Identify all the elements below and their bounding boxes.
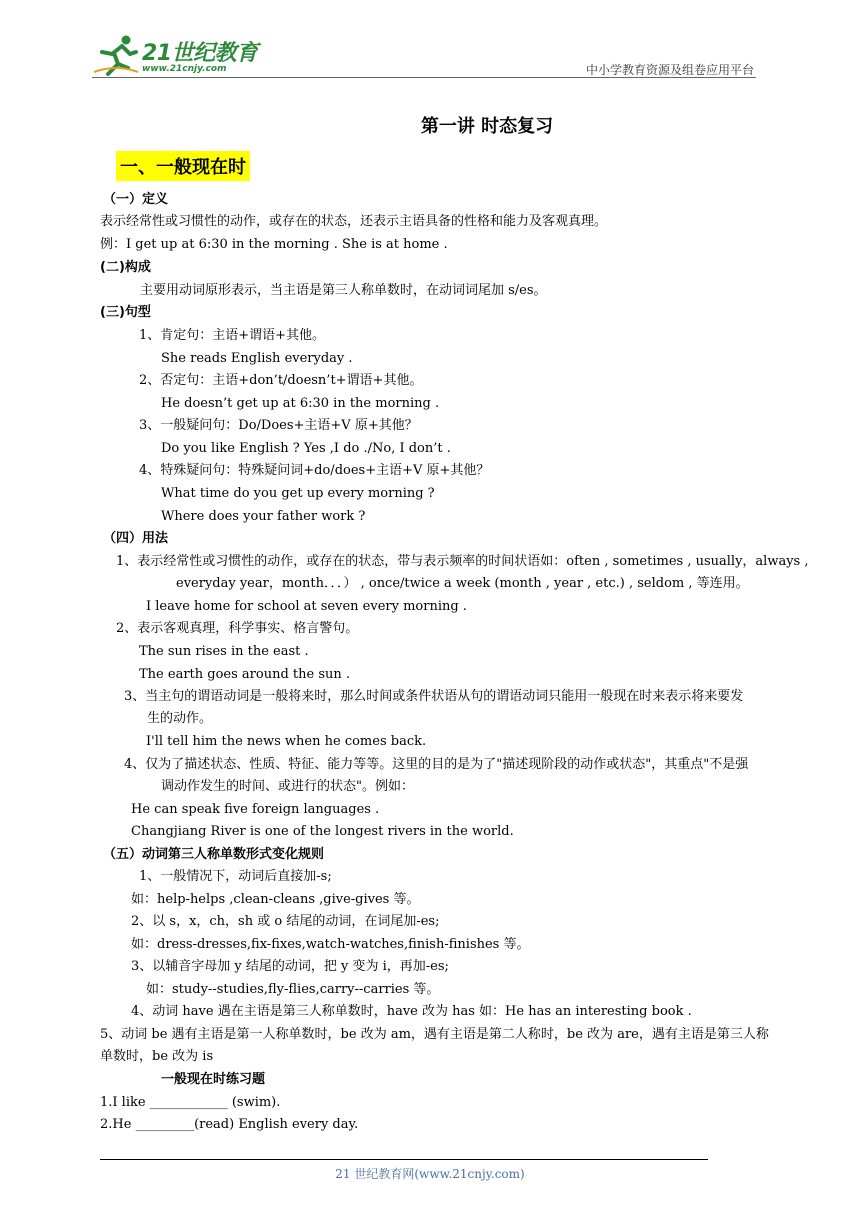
text-line: He can speak five foreign languages . xyxy=(131,802,380,817)
runner-icon xyxy=(92,34,140,78)
text-line: 3、以辅音字母加 y 结尾的动词，把 y 变为 i，再加-es; xyxy=(131,959,449,974)
text-line: 2、否定句：主语+don’t/doesn’t+谓语+其他。 xyxy=(139,373,423,388)
text-line: 生的动作。 xyxy=(147,711,213,726)
text-line: 表示经常性或习惯性的动作，或存在的状态，还表示主语具备的性格和能力及客观真理。 xyxy=(100,214,608,229)
text-line: 4、仅为了描述状态、性质、特征、能力等等。这里的目的是为了"描述现阶段的动作或状态"，其重点"不是强 xyxy=(124,757,749,772)
text-line: 如：study--studies,fly-flies,carry--carries 等。 xyxy=(146,982,440,997)
header-platform-text: 中小学教育资源及组卷应用平台 xyxy=(585,63,754,77)
logo-text: 21世纪教育 xyxy=(142,41,258,66)
text-line: （一）定义 xyxy=(103,192,169,207)
site-logo xyxy=(92,34,262,80)
text-line: 1、表示经常性或习惯性的动作，或存在的状态，带与表示频率的时间状语如：often , sometimes , usually，always , xyxy=(116,554,809,569)
text-line: 1.I like ____________ (swim). xyxy=(100,1095,281,1110)
text-line: Changjiang River is one of the longest rivers in the world. xyxy=(131,824,514,839)
page-title: 第一讲 时态复习 xyxy=(420,116,554,137)
text-line: He doesn’t get up at 6:30 in the morning . xyxy=(161,396,440,411)
text-line: 1、肯定句：主语+谓语+其他。 xyxy=(139,328,326,343)
text-line: 2、表示客观真理，科学事实、格言警句。 xyxy=(116,621,359,636)
text-line: 3、当主句的谓语动词是一般将来时，那么时间或条件状语从句的谓语动词只能用一般现在时来表示将来要发 xyxy=(124,689,744,704)
text-line: （五）动词第三人称单数形式变化规则 xyxy=(103,847,325,862)
header-divider xyxy=(92,77,756,78)
text-line: 4、动词 have 遇在主语是第三人称单数时，have 改为 has 如：He has an interesting book . xyxy=(131,1004,692,1019)
footer-text: 21 世纪教育网(www.21cnjy.com) xyxy=(335,1167,525,1181)
section-heading: 一、一般现在时 xyxy=(116,151,250,181)
text-line: She reads English everyday . xyxy=(161,351,353,366)
text-line: (三)句型 xyxy=(100,305,151,320)
text-line: 1、一般情况下，动词后直接加-s; xyxy=(139,869,332,884)
text-line: 5、动词 be 遇有主语是第一人称单数时，be 改为 am，遇有主语是第二人称时，be 改为 are，遇有主语是第三人称 xyxy=(100,1027,769,1042)
text-line: everyday year，month．．．） , once/twice a week (month , year , etc.) , seldom , 等连用。 xyxy=(176,576,749,591)
text-line: 如：help-helps ,clean-cleans ,give-gives 等。 xyxy=(131,892,420,907)
text-line: （四）用法 xyxy=(103,531,169,546)
text-line: I'll tell him the news when he comes back. xyxy=(146,734,427,749)
text-line: Do you like English ? Yes ,I do ./No, I don’t . xyxy=(161,441,451,456)
text-line: 一般现在时练习题 xyxy=(161,1072,266,1087)
text-line: 主要用动词原形表示，当主语是第三人称单数时，在动词词尾加 s/es。 xyxy=(140,283,547,298)
logo-url: www.21cnjy.com xyxy=(142,64,227,74)
text-line: The sun rises in the east . xyxy=(139,644,309,659)
text-line: 单数时，be 改为 is xyxy=(100,1049,214,1064)
text-line: 例：I get up at 6:30 in the morning . She is at home . xyxy=(100,237,448,252)
text-line: I leave home for school at seven every morning . xyxy=(146,599,467,614)
text-line: 调动作发生的时间、或进行的状态"。例如： xyxy=(161,779,414,794)
text-line: Where does your father work ? xyxy=(161,509,366,524)
text-line: 3、一般疑问句：Do/Does+主语+V 原+其他？ xyxy=(139,418,418,433)
text-line: 4、特殊疑问句：特殊疑问词+do/does+主语+V 原+其他？ xyxy=(139,463,490,478)
text-line: The earth goes around the sun . xyxy=(139,667,350,682)
text-line: What time do you get up every morning ? xyxy=(161,486,435,501)
text-line: 2、以 s，x，ch，sh 或 o 结尾的动词，在词尾加-es; xyxy=(131,914,440,929)
text-line: 2.He _________(read) English every day. xyxy=(100,1117,359,1132)
text-line: 如：dress-dresses,fix-fixes,watch-watches,finish-finishes 等。 xyxy=(131,937,530,952)
footer-divider xyxy=(100,1159,708,1160)
text-line: (二)构成 xyxy=(100,260,151,275)
